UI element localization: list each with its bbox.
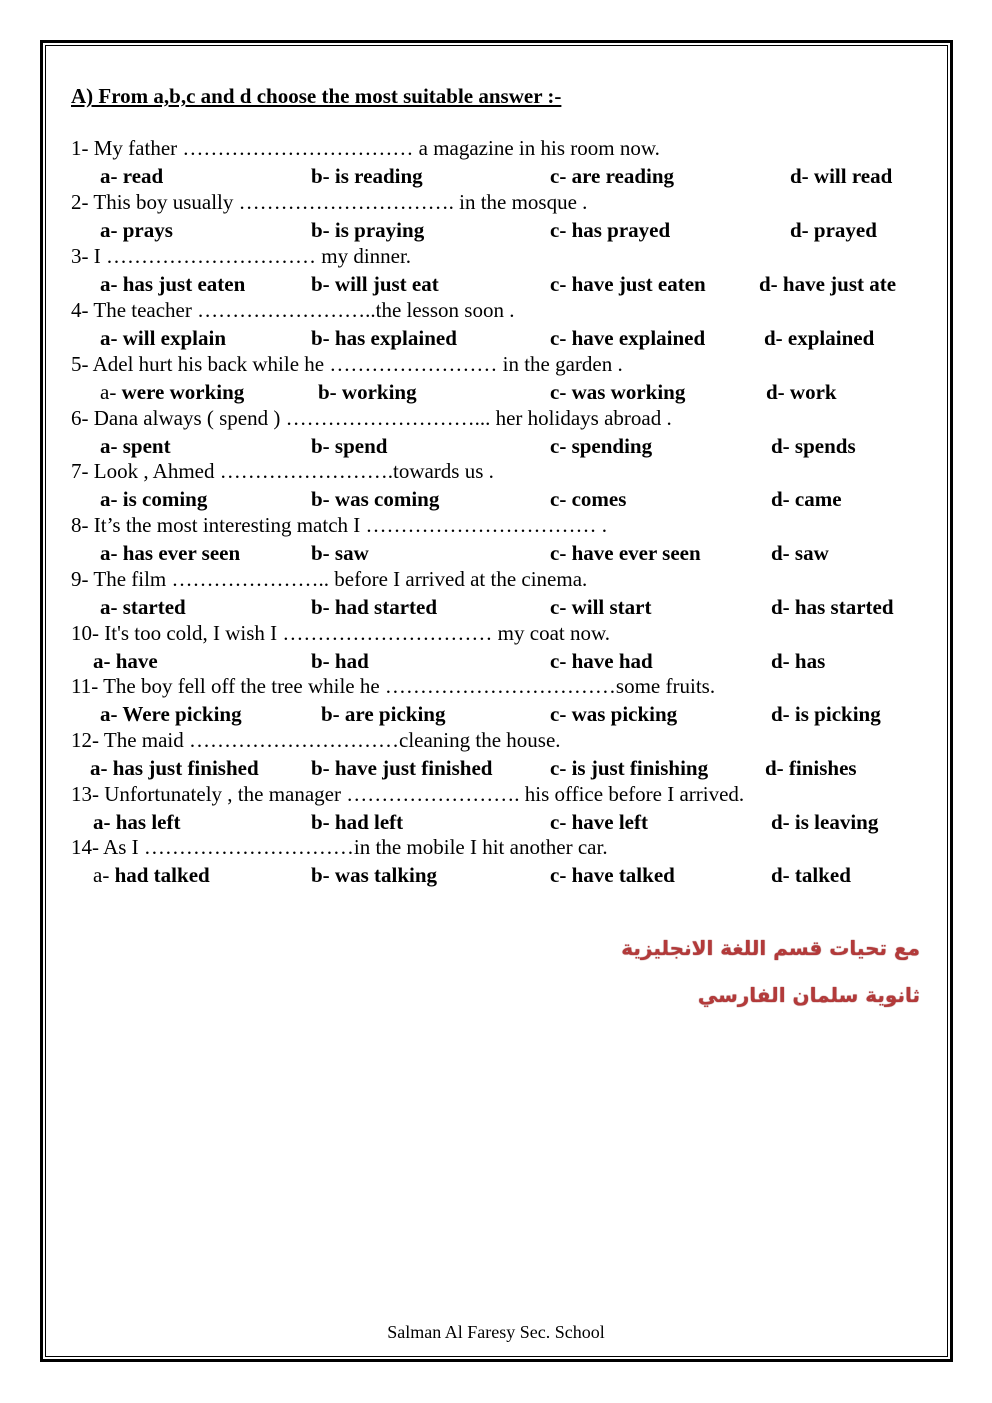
option-b[interactable]: b- will just eat xyxy=(311,272,439,296)
option-text: has left xyxy=(115,810,181,834)
option-letter: a- xyxy=(90,756,113,780)
option-letter: a- xyxy=(100,272,123,296)
question-stem: 8- It’s the most interesting match I …………………………… . xyxy=(71,513,608,537)
option-d[interactable]: d- talked xyxy=(771,863,851,887)
option-c[interactable]: c- spending xyxy=(550,434,653,458)
option-b[interactable]: b- spend xyxy=(311,434,388,458)
option-letter: a- xyxy=(100,380,122,404)
option-d[interactable]: d- work xyxy=(766,380,837,404)
option-a[interactable] xyxy=(93,863,210,888)
option-letter: a- xyxy=(100,164,123,188)
question-stem: 6- Dana always ( spend ) ………………………... her holidays abroad . xyxy=(71,406,672,430)
question-stem: 9- The film ………………….. before I arrived at the cinema. xyxy=(71,567,588,591)
option-a[interactable] xyxy=(100,434,171,459)
option-d[interactable]: d- came xyxy=(771,487,842,511)
option-c[interactable]: c- have had xyxy=(550,649,653,673)
option-d[interactable]: d- has xyxy=(771,649,826,673)
option-text: had talked xyxy=(114,863,210,887)
option-letter: a- xyxy=(100,541,123,565)
option-b[interactable]: b- is praying xyxy=(311,218,425,242)
option-text: Were picking xyxy=(122,702,242,726)
option-b[interactable]: b- was coming xyxy=(311,487,440,511)
option-text: read xyxy=(122,164,164,188)
option-b[interactable]: b- working xyxy=(318,380,417,404)
question-stem: 14- As I …………………………in the mobile I hit another car. xyxy=(71,835,608,859)
option-d[interactable]: d- finishes xyxy=(765,756,857,780)
option-a[interactable] xyxy=(100,380,244,405)
option-a[interactable] xyxy=(100,326,226,351)
option-b[interactable]: b- have just finished xyxy=(311,756,493,780)
option-a[interactable] xyxy=(100,702,242,727)
option-letter: a- xyxy=(100,434,123,458)
option-d[interactable]: d- spends xyxy=(771,434,856,458)
option-c[interactable]: c- have ever seen xyxy=(550,541,701,565)
option-a[interactable] xyxy=(93,810,181,835)
option-text: will explain xyxy=(122,326,227,350)
option-a[interactable] xyxy=(100,487,207,512)
option-text: started xyxy=(122,595,186,619)
option-b[interactable]: b- had started xyxy=(311,595,438,619)
question-stem: 4- The teacher ……………………..the lesson soon . xyxy=(71,298,515,322)
question-stem: 10- It's too cold, I wish I ………………………… my coat now. xyxy=(71,621,611,645)
option-b[interactable]: b- is reading xyxy=(311,164,423,188)
option-b[interactable]: b- are picking xyxy=(321,702,446,726)
option-letter: a- xyxy=(100,218,123,242)
option-c[interactable]: c- was picking xyxy=(550,702,678,726)
option-text: has just finished xyxy=(112,756,259,780)
option-b[interactable]: b- had left xyxy=(311,810,404,834)
footer-school-name: Salman Al Faresy Sec. School xyxy=(387,1322,605,1342)
option-letter: a- xyxy=(100,595,123,619)
option-b[interactable]: b- has explained xyxy=(311,326,457,350)
question-stem: 11- The boy fell off the tree while he ……………………………some fruits. xyxy=(71,674,716,698)
option-a[interactable] xyxy=(100,164,163,189)
option-d[interactable]: d- is leaving xyxy=(771,810,879,834)
option-b[interactable]: b- saw xyxy=(311,541,369,565)
option-c[interactable]: c- have explained xyxy=(550,326,706,350)
option-c[interactable]: c- have talked xyxy=(550,863,675,887)
option-d[interactable]: d- prayed xyxy=(790,218,877,242)
question-stem: 5- Adel hurt his back while he …………………… in the garden . xyxy=(71,352,623,376)
option-d[interactable]: d- has started xyxy=(771,595,894,619)
option-text: spent xyxy=(122,434,171,458)
option-text: has just eaten xyxy=(122,272,246,296)
option-letter: a- xyxy=(100,326,123,350)
option-text: has ever seen xyxy=(122,541,241,565)
question-stem: 7- Look , Ahmed …………………….towards us . xyxy=(71,459,494,483)
option-d[interactable]: d- saw xyxy=(771,541,829,565)
option-d[interactable]: d- is picking xyxy=(771,702,881,726)
option-letter: a- xyxy=(100,702,123,726)
option-letter: a- xyxy=(100,487,123,511)
option-c[interactable]: c- will start xyxy=(550,595,652,619)
option-a[interactable] xyxy=(90,756,259,781)
option-c[interactable]: c- have left xyxy=(550,810,648,834)
question-stem: 12- The maid …………………………cleaning the house. xyxy=(71,728,561,752)
option-c[interactable]: c- comes xyxy=(550,487,627,511)
option-b[interactable]: b- was talking xyxy=(311,863,438,887)
signature-school: ثانوية سلمان الفارسي xyxy=(697,983,920,1007)
option-text: were working xyxy=(121,380,245,404)
section-heading: A) From a,b,c and d choose the most suitable answer :- xyxy=(71,84,562,108)
option-c[interactable]: c- have just eaten xyxy=(550,272,706,296)
question-stem: 3- I ………………………… my dinner. xyxy=(71,244,412,268)
question-stem: 13- Unfortunately , the manager ……………………. his office before I arrived. xyxy=(71,782,745,806)
option-c[interactable]: c- has prayed xyxy=(550,218,671,242)
option-letter: a- xyxy=(93,810,116,834)
option-d[interactable]: d- explained xyxy=(764,326,875,350)
signature-department: مع تحيات قسم اللغة الانجليزية xyxy=(621,936,920,960)
question-stem: 1- My father …………………………… a magazine in his room now. xyxy=(71,136,660,160)
option-c[interactable]: c- is just finishing xyxy=(550,756,709,780)
option-text: prays xyxy=(122,218,173,242)
option-a[interactable] xyxy=(100,541,240,566)
option-letter: a- xyxy=(93,863,115,887)
option-letter: a- xyxy=(93,649,116,673)
option-a[interactable] xyxy=(93,649,158,674)
option-a[interactable] xyxy=(100,595,186,620)
option-b[interactable]: b- had xyxy=(311,649,369,673)
option-text: have xyxy=(115,649,158,673)
option-a[interactable] xyxy=(100,272,245,297)
option-d[interactable]: d- have just ate xyxy=(759,272,897,296)
option-a[interactable] xyxy=(100,218,173,243)
question-stem: 2- This boy usually …………………………. in the mosque . xyxy=(71,190,588,214)
option-text: is coming xyxy=(122,487,208,511)
option-d[interactable]: d- will read xyxy=(790,164,893,188)
option-c[interactable]: c- was working xyxy=(550,380,686,404)
option-c[interactable]: c- are reading xyxy=(550,164,675,188)
